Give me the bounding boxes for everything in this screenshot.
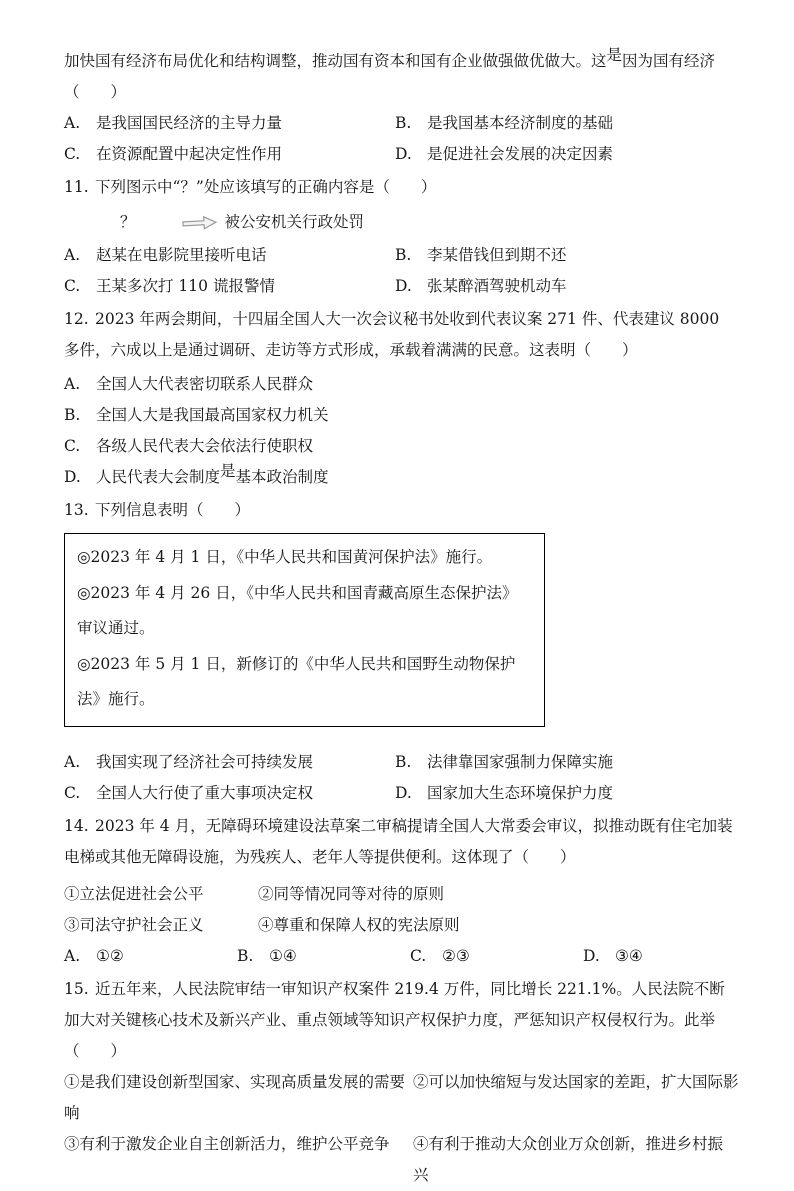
q12-option-c bbox=[64, 431, 736, 462]
q10-option-d bbox=[395, 139, 613, 170]
q10-option-d-text: 是促进社会发展的决定因素 bbox=[427, 145, 614, 163]
q12-option-d-label: D. bbox=[64, 468, 81, 486]
q10-option-a-label: A. bbox=[64, 114, 81, 132]
q14-option-a bbox=[64, 941, 237, 972]
q15-item-2-continuation: 响 bbox=[64, 1103, 80, 1122]
q14-stem bbox=[64, 811, 736, 873]
q11-option-d-label: D. bbox=[395, 277, 412, 295]
q10-option-b-text: 是我国基本经济制度的基础 bbox=[427, 114, 614, 132]
q11-options-row-1 bbox=[64, 240, 736, 271]
q11-option-c bbox=[64, 271, 395, 302]
q15-item-2: ②可以加快缩短与发达国家的差距，扩大国际影 bbox=[413, 1072, 739, 1091]
q12-number: 12. bbox=[64, 310, 89, 328]
q14-item-2: ②同等情况同等对待的原则 bbox=[258, 884, 445, 903]
q12-option-d-post: 基本政治制度 bbox=[235, 468, 329, 486]
q13-option-b-text: 法律靠国家强制力保障实施 bbox=[427, 752, 614, 771]
q13-option-b bbox=[395, 747, 613, 778]
q15-items-row-2 bbox=[64, 1129, 736, 1191]
q15-number: 15. bbox=[64, 979, 89, 998]
q11-number: 11. bbox=[64, 178, 89, 196]
q10-stem-pre: 加快国有经济布局优化和结构调整，推动国有资本和国有企业做强做优做大。这 bbox=[64, 52, 607, 70]
q12-stem bbox=[64, 304, 736, 366]
q12-option-c-text: 各级人民代表大会依法行使职权 bbox=[96, 437, 314, 455]
q11-option-c-label: C. bbox=[64, 277, 81, 295]
q14-items-row-1 bbox=[64, 879, 736, 910]
q11-option-b bbox=[395, 240, 567, 271]
q13-option-a-label: A. bbox=[64, 752, 81, 771]
right-block-arrow-icon bbox=[182, 215, 218, 231]
q15-item-3: ③有利于激发企业自主创新活力，维护公平竞争 bbox=[64, 1134, 390, 1153]
q11-option-b-text: 李某借钱但到期不还 bbox=[427, 246, 567, 264]
q14-items-row-2 bbox=[64, 910, 736, 941]
q10-option-c bbox=[64, 139, 395, 170]
q13-info-box bbox=[64, 533, 545, 727]
q11-diagram-placeholder: ？ bbox=[120, 213, 136, 231]
q14-answer-row bbox=[64, 941, 736, 972]
q12-option-c-label: C. bbox=[64, 437, 81, 455]
q10-option-c-label: C. bbox=[64, 145, 81, 163]
q14-number: 14. bbox=[64, 816, 89, 835]
q13-option-c-text: 全国人大行使了重大事项决定权 bbox=[96, 783, 314, 802]
q10-stem bbox=[64, 46, 736, 108]
q13-option-c-label: C. bbox=[64, 783, 81, 802]
q14-option-d-text: ③④ bbox=[615, 946, 643, 965]
q10-options-row-1 bbox=[64, 108, 736, 139]
q10-option-c-text: 在资源配置中起决定性作用 bbox=[96, 145, 283, 163]
q15-items-row-1 bbox=[64, 1067, 739, 1098]
q13-option-a bbox=[64, 747, 395, 778]
q11-option-c-text: 王某多次打 110 谎报警情 bbox=[96, 277, 275, 295]
q13-option-d-label: D. bbox=[395, 783, 412, 802]
q15-item-1: ①是我们建设创新型国家、实现高质量发展的需要 bbox=[64, 1072, 406, 1091]
q12-option-b bbox=[64, 400, 736, 431]
q11-option-d-text: 张某醉酒驾驶机动车 bbox=[427, 277, 567, 295]
q14-option-c-label: C. bbox=[410, 946, 427, 965]
q10-option-a bbox=[64, 108, 395, 139]
q12-option-a-text: 全国人大代表密切联系人民群众 bbox=[96, 375, 314, 393]
q11-stem-text: 下列图示中“？”处应该填写的正确内容是（ ） bbox=[95, 178, 437, 196]
q15-stem-text: 近五年来，人民法院审结一审知识产权案件 219.4 万件，同比增长 221.1%。人民法院不断加大对关键核心技术及新兴产业、重点领域等知识产权保护力度，严惩知识产权侵权行为。此举（ ） bbox=[64, 979, 725, 1060]
q12-option-d-superscript: 是 bbox=[220, 462, 236, 480]
q12-option-d bbox=[64, 462, 736, 493]
q13-stem-text: 下列信息表明（ ） bbox=[95, 501, 251, 519]
q11-diagram-result: 被公安机关行政处罚 bbox=[224, 213, 365, 231]
q14-option-d bbox=[583, 941, 643, 972]
q14-option-b-label: B. bbox=[237, 946, 254, 965]
q14-stem-text: 2023 年 4 月，无障碍环境建设法草案二审稿提请全国人大常委会审议，拟推动既有住宅加装电梯或其他无障碍设施，为残疾人、老年人等提供便利。这体现了（ ） bbox=[64, 816, 733, 866]
q13-option-d-text: 国家加大生态环境保护力度 bbox=[427, 783, 614, 802]
q10-option-b bbox=[395, 108, 613, 139]
q11-stem bbox=[64, 172, 736, 203]
q14-item-1: ①立法促进社会公平 bbox=[64, 884, 204, 903]
q13-info-item-1: ◎2023 年 4 月 1 日，《中华人民共和国黄河保护法》施行。 bbox=[77, 548, 493, 566]
q12-stem-text: 2023 年两会期间，十四届全国人大一次会议秘书处收到代表议案 271 件、代表建议 8000 多件，六成以上是通过调研、走访等方式形成，承载着满满的民意。这表明（ ） bbox=[64, 310, 720, 359]
q13-info-item-3: ◎2023 年 5 月 1 日，新修订的《中华人民共和国野生动物保护法》施行。 bbox=[77, 654, 516, 708]
q12-option-b-text: 全国人大是我国最高国家权力机关 bbox=[96, 406, 329, 424]
q14-option-c-text: ②③ bbox=[442, 946, 470, 965]
q14-option-a-text: ①② bbox=[96, 946, 124, 965]
q13-number: 13. bbox=[64, 501, 89, 519]
q11-option-a bbox=[64, 240, 395, 271]
q11-option-a-text: 赵某在电影院里接听电话 bbox=[96, 246, 267, 264]
q14-option-b bbox=[237, 941, 410, 972]
q11-option-b-label: B. bbox=[395, 246, 412, 264]
q11-option-a-label: A. bbox=[64, 246, 81, 264]
q12-option-a bbox=[64, 369, 736, 400]
q10-option-d-label: D. bbox=[395, 145, 412, 163]
q13-options-row-1 bbox=[64, 747, 736, 778]
q13-option-a-text: 我国实现了经济社会可持续发展 bbox=[96, 752, 314, 771]
q10-stem-superscript: 是 bbox=[606, 46, 623, 64]
q15-stem bbox=[64, 974, 736, 1067]
q12-option-d-pre: 人民代表大会制度 bbox=[96, 468, 221, 486]
q14-option-d-label: D. bbox=[583, 946, 600, 965]
q13-stem bbox=[64, 495, 736, 526]
q14-item-4: ④尊重和保障人权的宪法原则 bbox=[258, 915, 460, 934]
q14-option-b-text: ①④ bbox=[269, 946, 297, 965]
q13-info-item-2: ◎2023 年 4 月 26 日，《中华人民共和国青藏高原生态保护法》审议通过。 bbox=[77, 583, 518, 637]
q10-options-row-2 bbox=[64, 139, 736, 170]
q14-item-3: ③司法守护社会正义 bbox=[64, 915, 204, 934]
q15-item-4: ④有利于推动大众创业万众创新，推进乡村振兴 bbox=[413, 1134, 724, 1184]
q14-option-a-label: A. bbox=[64, 946, 81, 965]
q14-option-c bbox=[410, 941, 583, 972]
q13-option-c bbox=[64, 778, 395, 809]
q13-option-d bbox=[395, 778, 613, 809]
q10-stem-post: 因为国有经济（ ） bbox=[64, 52, 716, 101]
q10-option-a-text: 是我国国民经济的主导力量 bbox=[96, 114, 283, 132]
q13-options-row-2 bbox=[64, 778, 736, 809]
q11-option-d bbox=[395, 271, 567, 302]
q13-option-b-label: B. bbox=[395, 752, 412, 771]
q11-diagram bbox=[64, 207, 736, 238]
q10-option-b-label: B. bbox=[395, 114, 412, 132]
q11-options-row-2 bbox=[64, 271, 736, 302]
q12-option-a-label: A. bbox=[64, 375, 81, 393]
q12-option-b-label: B. bbox=[64, 406, 81, 424]
